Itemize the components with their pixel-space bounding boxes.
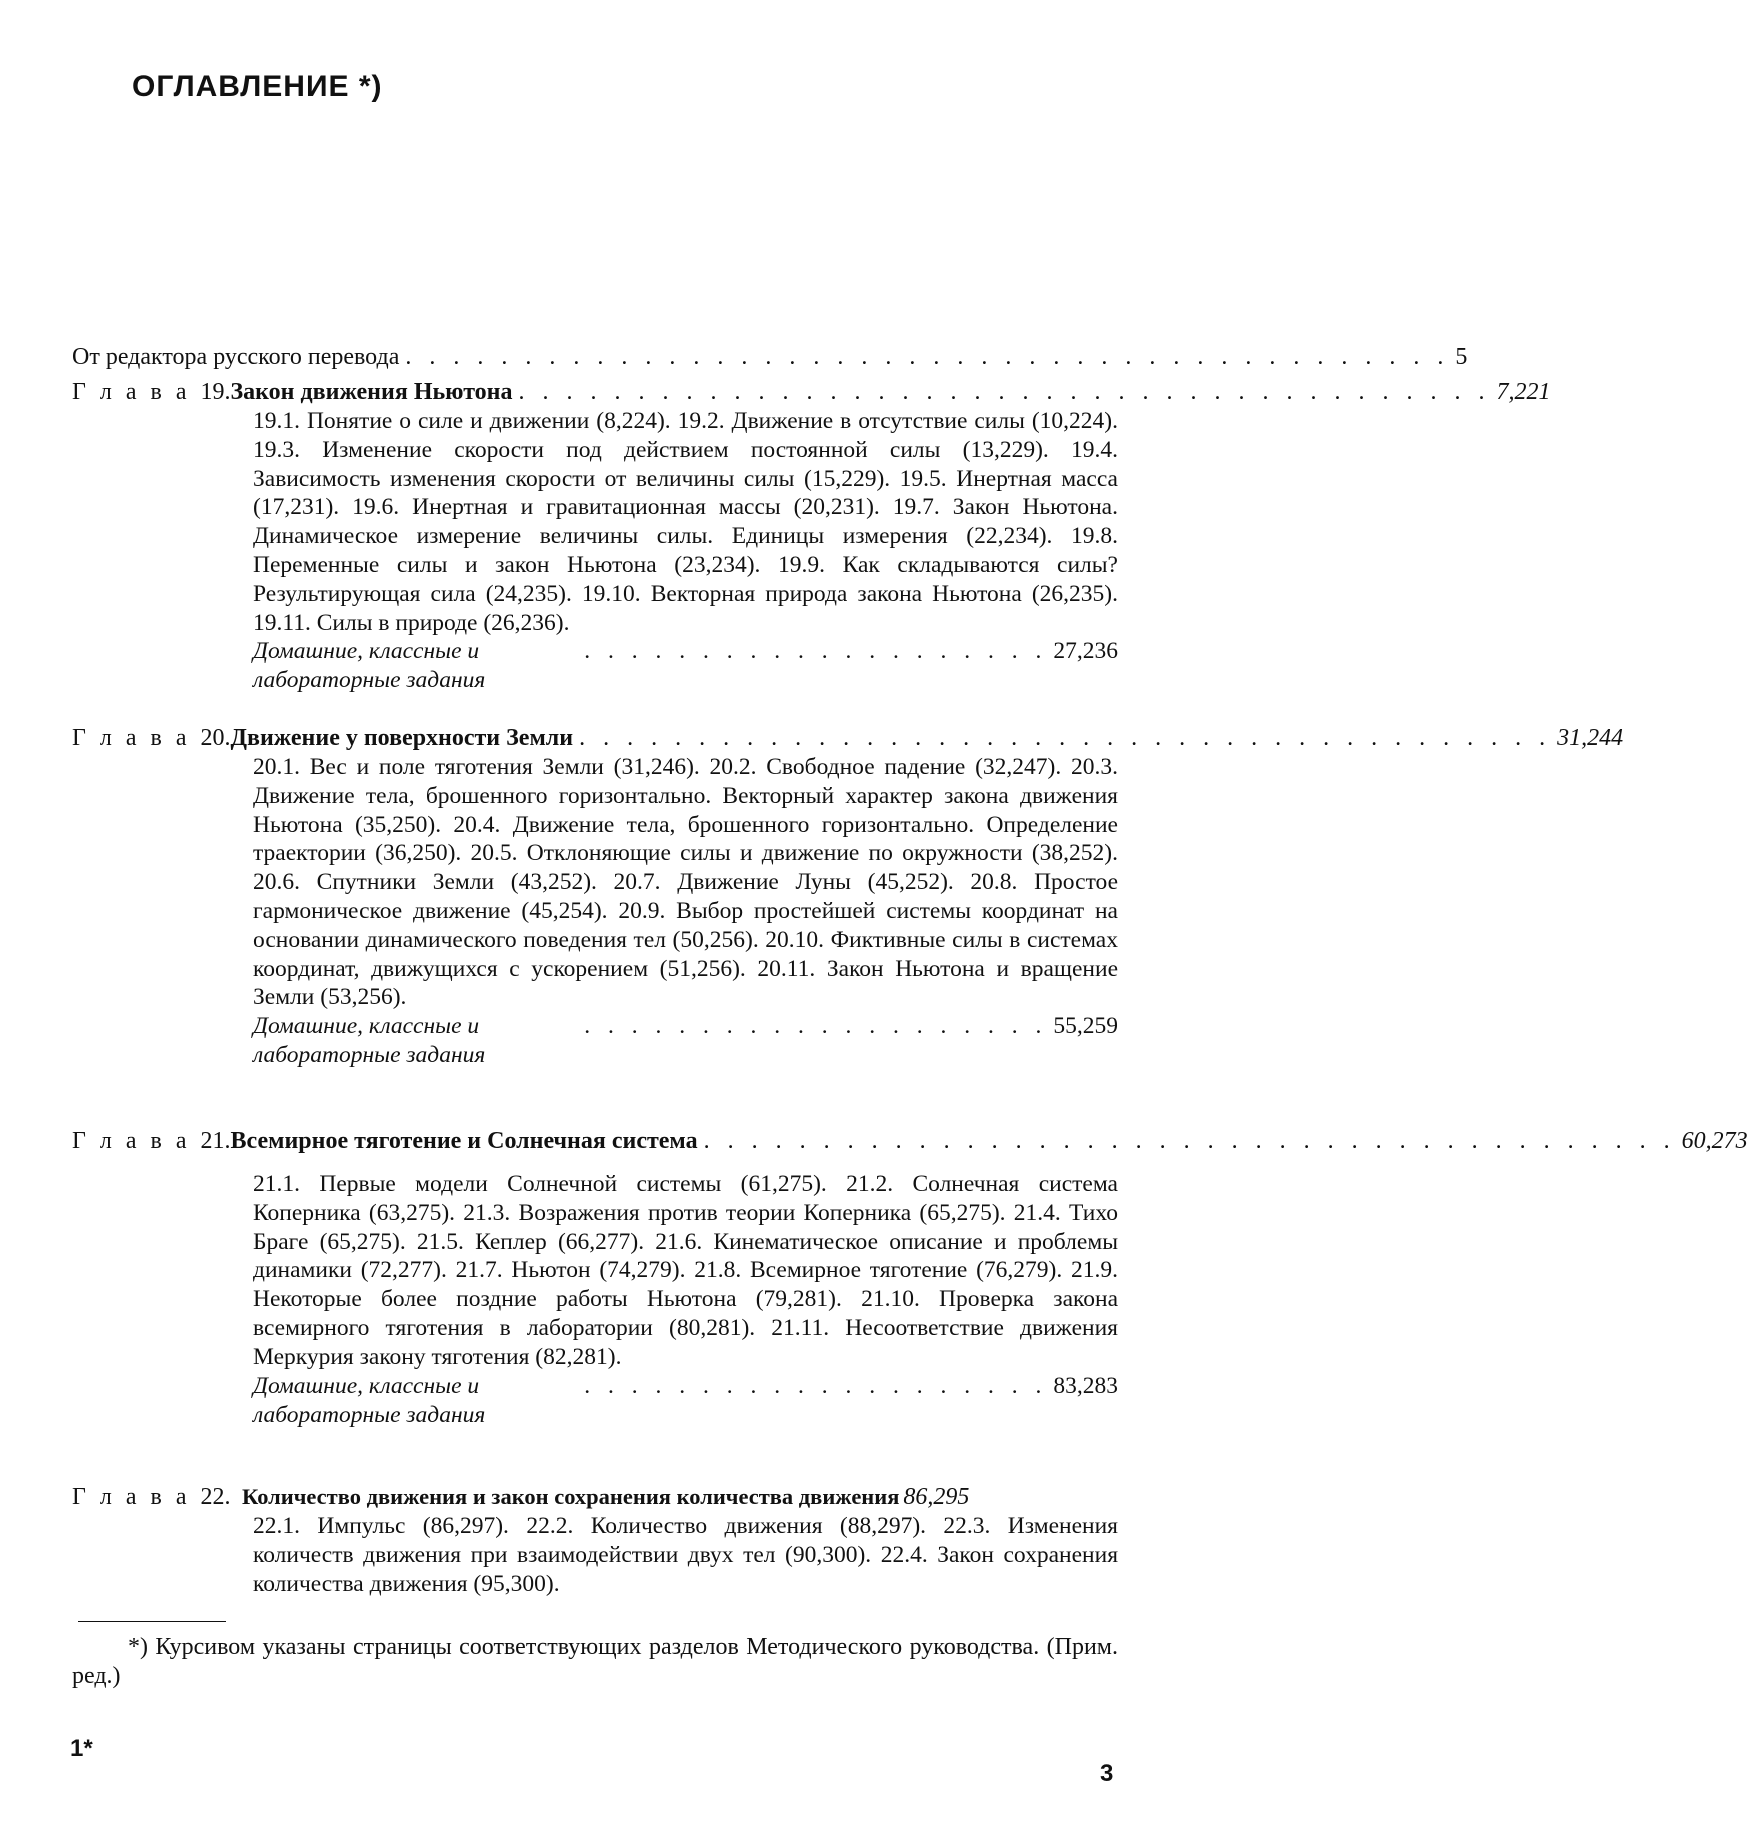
homework-pages: 27,236 — [1053, 638, 1118, 665]
homework-title: Домашние, классные и лабораторные задания — [253, 1013, 486, 1069]
chapter-pages: 7,221 — [1496, 379, 1551, 405]
chapter-label: Г л а в а 21. — [72, 1128, 231, 1154]
chapter-title: Количество движения и закон сохранения количества движения — [242, 1484, 900, 1509]
dot-leader: . . . . . . . . . . . . . . . . . . . . — [584, 638, 1048, 665]
toc-entry-page: 5 — [1455, 344, 1468, 370]
chapter-label: Г л а в а 19. — [72, 379, 231, 405]
dot-leader: . . . . . . . . . . . . . . . . . . . . — [584, 1013, 1048, 1040]
chapter-title: Движение у поверхности Земли — [230, 725, 574, 751]
page-heading: ОГЛАВЛЕНИЕ *) — [132, 70, 383, 103]
dot-leader: . . . . . . . . . . . . . . . . . . . . — [584, 1372, 1048, 1399]
homework-pages: 83,283 — [1053, 1372, 1118, 1399]
page-number: 3 — [1100, 1760, 1114, 1787]
chapter-heading[interactable] — [72, 724, 1624, 753]
chapter-title: Всемирное тяготение и Солнечная система — [230, 1128, 698, 1154]
dot-leader: . . . . . . . . . . . . . . . . . . . . . . . . . . . . . . . . . . . . . . . . . . . . — [405, 344, 1450, 370]
chapter-label: Г л а в а 22. — [72, 1484, 231, 1510]
chapter-sections: 22.1. Импульс (86,297). 22.2. Количество движения (88,297). 22.3. Изменения количеств движения при взаимодействии двух тел (90,300). 22.4. Закон сохранения количества движения (95,300). — [253, 1513, 1118, 1597]
dot-leader: . . . . . . . . . . . . . . . . . . . . . . . . . . . . . . . . . . . . . . . . . — [579, 725, 1552, 751]
chapter-22 — [72, 1482, 1118, 1598]
homework-title: Домашние, классные и лабораторные задания — [253, 638, 486, 694]
chapter-pages: 60,273 — [1681, 1128, 1748, 1154]
chapter-title: Закон движения Ньютона — [230, 379, 513, 405]
dot-leader: . . . . . . . . . . . . . . . . . . . . . . . . . . . . . . . . . . . . . . . . . — [518, 379, 1491, 405]
chapter-pages: 31,244 — [1557, 725, 1624, 751]
footnote: *) Курсивом указаны страницы соответствующих разделов Методического руководства. (Прим. ред.) — [72, 1634, 1118, 1689]
chapter-sections: 21.1. Первые модели Солнечной системы (61,275). 21.2. Солнечная система Коперника (63,275). 21.3. Возражения против теории Коперника (65,275). 21.4. Тихо Браге (65,275). 21.5. Кеплер (66,277). 21.6. Кинематическое описание и проблемы динамики (72,277). 21.7. Ньютон (74,279). 21.8. Всемирное тяготение (76,279). 21.9. Некоторые более поздние работы Ньютона (79,281). 21.10. Проверка закона всемирного тяготения в лаборатории (80,281). 21.11. Несоответствие движения Меркурия закону тяготения (82,281). — [253, 1171, 1118, 1370]
homework-pages: 55,259 — [1053, 1013, 1118, 1040]
chapter-19 — [72, 378, 1551, 695]
chapter-heading[interactable] — [72, 378, 1551, 407]
toc-entry-preface[interactable] — [72, 343, 1468, 372]
chapter-label: Г л а в а 20. — [72, 725, 231, 751]
homework-entry[interactable] — [253, 637, 1118, 695]
chapter-heading[interactable] — [72, 1127, 1748, 1156]
signature-mark: 1* — [70, 1735, 93, 1762]
chapter-sections: 19.1. Понятие о силе и движении (8,224). 19.2. Движение в отсутствие силы (10,224). 19.3. Изменение скорости под действием постоянной силы (13,229). 19.4. Зависимость изменения скорости от величины силы (15,229). 19.5. Инертная масса (17,231). 19.6. Инертная и гравитационная массы (20,231). 19.7. Закон Ньютона. Динамическое измерение величины силы. Единицы измерения (22,234). 19.8. Переменные силы и закон Ньютона (23,234). 19.9. Как складываются силы? Результирующая сила (24,235). 19.10. Векторная природа закона Ньютона (26,235). 19.11. Силы в природе (26,236). — [253, 408, 1118, 636]
chapter-pages: 86,295 — [903, 1484, 970, 1510]
homework-title: Домашние, классные и лабораторные задания — [253, 1372, 486, 1428]
chapter-20 — [72, 724, 1624, 1070]
chapter-21 — [72, 1127, 1748, 1430]
chapter-heading[interactable] — [72, 1482, 1118, 1512]
footnote-rule — [78, 1621, 226, 1622]
homework-entry[interactable] — [253, 1372, 1118, 1430]
homework-entry[interactable] — [253, 1012, 1118, 1070]
toc-entry-title: От редактора русского перевода — [72, 344, 400, 370]
chapter-sections: 20.1. Вес и поле тяготения Земли (31,246). 20.2. Свободное падение (32,247). 20.3. Движение тела, брошенного горизонтально. Векторный характер закона движения Ньютона (35,250). 20.4. Движение тела, брошенного горизонтально. Определение траектории (36,250). 20.5. Отклоняющие силы и движение по окружности (38,252). 20.6. Спутники Земли (43,252). 20.7. Движение Луны (45,252). 20.8. Простое гармоническое движение (45,254). 20.9. Выбор простейшей системы координат на основании динамического поведения тел (50,256). 20.10. Фиктивные силы в системах координат, движущихся с ускорением (51,256). 20.11. Закон Ньютона и вращение Земли (53,256). — [253, 754, 1118, 1011]
dot-leader: . . . . . . . . . . . . . . . . . . . . . . . . . . . . . . . . . . . . . . . . . — [703, 1128, 1676, 1154]
